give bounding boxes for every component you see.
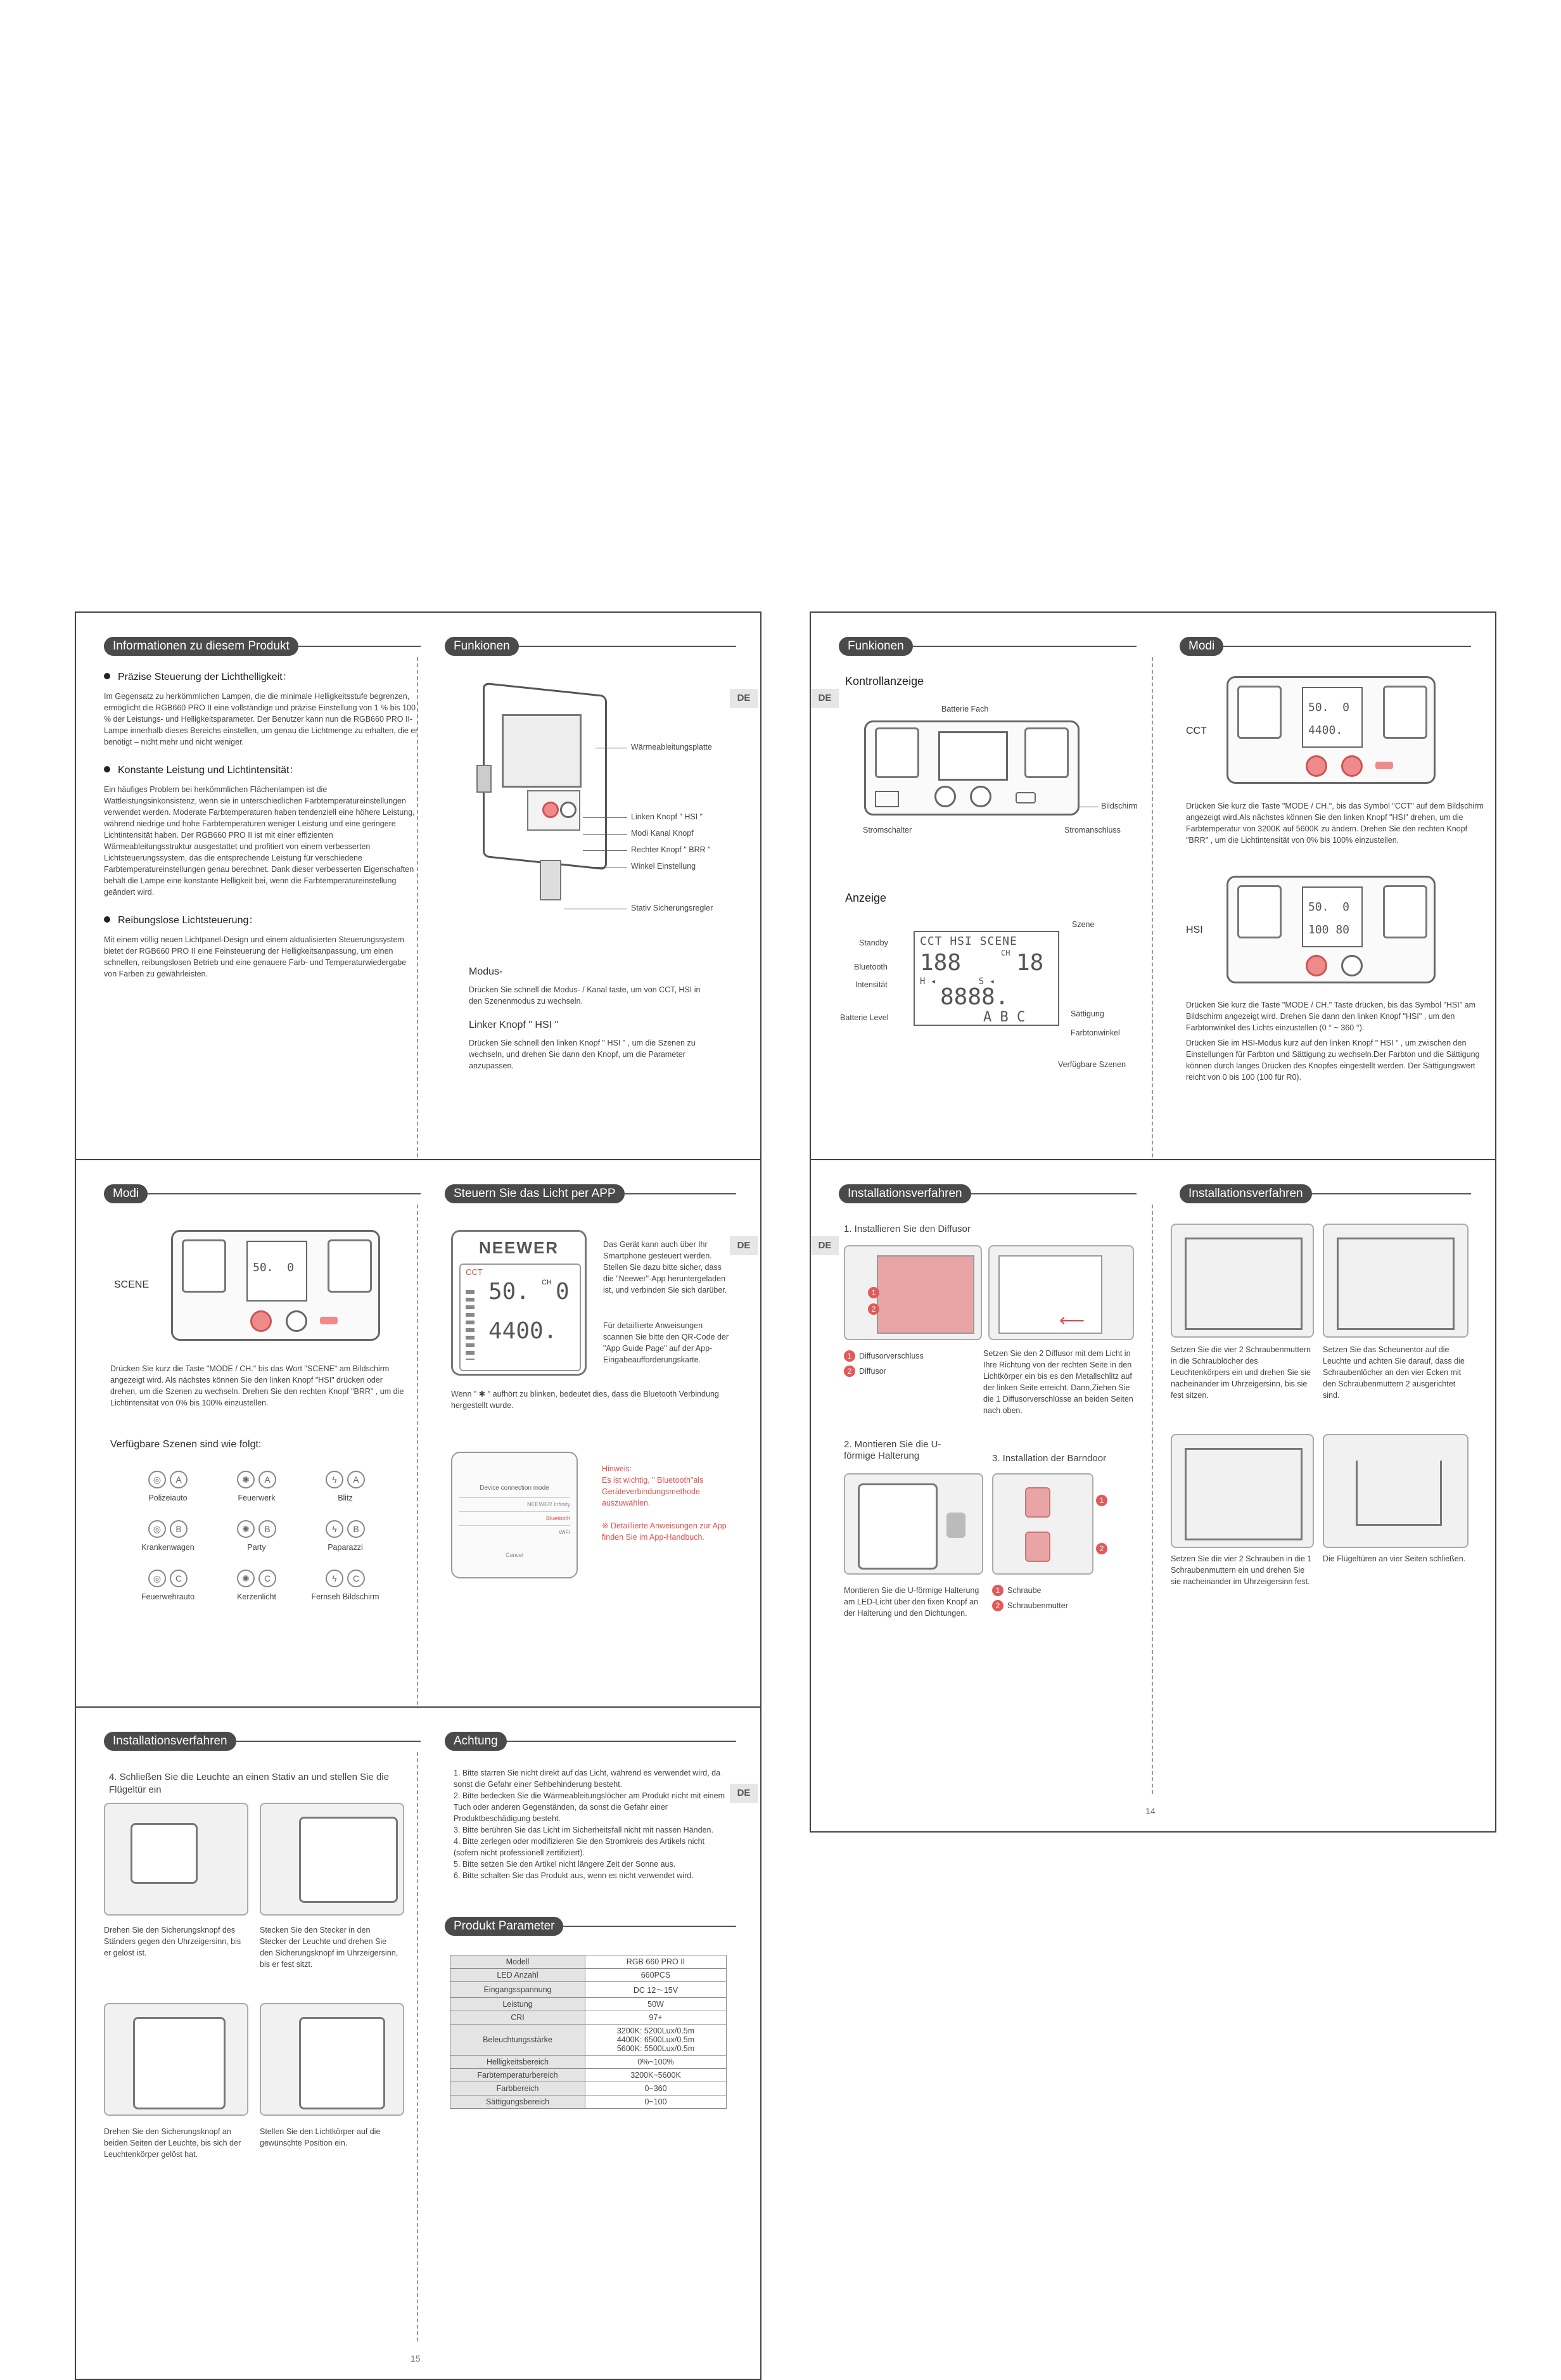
app-brand: NEEWER bbox=[478, 1238, 559, 1257]
param-key: Modell bbox=[450, 1955, 585, 1969]
app-text-1: Das Gerät kann auch über Ihr Smartphone gesteuert werden. Stellen Sie dazu bitte sicher, dass die "Neewer"-App heruntergeladen ist, und verbinden Sie sich darüber. bbox=[603, 1240, 727, 1295]
lcd-value: 100 80 bbox=[1308, 923, 1350, 937]
table-row bbox=[450, 2095, 727, 2109]
diffusor-illustration-2: ⟵ bbox=[988, 1245, 1134, 1340]
parameter-table bbox=[450, 1955, 727, 2109]
param-value: 0%~100% bbox=[585, 2056, 727, 2069]
warning-item: 4. Bitte zerlegen oder modifizieren Sie den Stromkreis des Artikels nicht (sofern nicht professionell zertifiziert). bbox=[454, 1837, 705, 1857]
section-header: Produkt Parameter bbox=[445, 1917, 563, 1936]
bullet-title: Konstante Leistung und Lichtintensität： bbox=[118, 765, 300, 776]
param-value: 50W bbox=[585, 1998, 727, 2011]
modus-text: Drücken Sie schnell die Modus- / Kanal taste, um von CCT, HSI in den Szenenmodus zu wechseln. bbox=[469, 985, 701, 1006]
scenes-title: Verfügbare Szenen sind wie folgt: bbox=[110, 1439, 262, 1450]
scene-item bbox=[222, 1520, 291, 1552]
diffusor-illustration-1: 1 2 bbox=[844, 1245, 982, 1340]
param-value: RGB 660 PRO II bbox=[585, 1955, 727, 1969]
step-text: Stecken Sie den Stecker in den Stecker der Leuchte und drehen Sie den Sicherungsknopf im Uhrzeigersinn, bis er fest sitzt. bbox=[260, 1926, 398, 1969]
lcd-value: 50. 0 bbox=[1308, 701, 1350, 714]
step-text: Setzen Sie die vier 2 Schrauben in die 1 Schraubenmuttern ein und drehen Sie sie nacheinander im Uhrzeigersinn fest. bbox=[1171, 1554, 1312, 1586]
step-text: Drehen Sie den Sicherungsknopf an beiden Seiten der Leuchte, bis sich der Leuchtenkörper gelöst hat. bbox=[104, 2127, 241, 2159]
table-row bbox=[450, 1969, 727, 1982]
cct-text: Drücken Sie kurz die Taste "MODE / CH.", bis das Symbol "CCT" auf dem Bildschirm angezeigt wird.Als nächstes können Sie den linken Knopf "HSI" drehen, um die Farbtemperatur von 3200K auf 5600K zu ändern. Drehen Sie den rechten Knopf "BRR" , um die Lichtintensität von 0% bis 100% einzustellen. bbox=[1186, 802, 1484, 845]
app-value-2: 4400. bbox=[488, 1318, 558, 1344]
callout: Stromschalter bbox=[863, 826, 912, 835]
lcd-value: 4400. bbox=[1308, 724, 1343, 737]
page-number: 14 bbox=[1145, 1806, 1156, 1816]
callout: Sättigung bbox=[1071, 1009, 1104, 1018]
param-value: 660PCS bbox=[585, 1969, 727, 1982]
language-tag: DE bbox=[811, 689, 839, 708]
language-tag: DE bbox=[811, 1236, 839, 1255]
scene-letter: A bbox=[258, 1471, 276, 1488]
scene-icon: ϟ bbox=[326, 1570, 343, 1587]
warning-item: 2. Bitte bedecken Sie die Wärmeableitungslöcher am Produkt nicht mit einem Tuch oder anderen Gegenständen, da sonst die Gefahr einer Produktbeschädigung besteht. bbox=[454, 1791, 725, 1823]
scene-name: Kerzenlicht bbox=[237, 1592, 276, 1601]
param-key: Eingangsspannung bbox=[450, 1982, 585, 1998]
scene-icon: ◎ bbox=[148, 1570, 166, 1587]
callout: Intensität bbox=[855, 980, 888, 989]
mode-label-scene: SCENE bbox=[114, 1279, 150, 1290]
app-mode: CCT bbox=[466, 1267, 483, 1277]
legend-item: 2 Diffusor bbox=[844, 1366, 886, 1377]
bullet-title: Reibungslose Lichtsteuerung： bbox=[118, 915, 259, 926]
phone-row[interactable]: Bluetooth bbox=[459, 1511, 570, 1525]
barndoor-step-3 bbox=[1171, 1434, 1314, 1548]
scene-icon: ϟ bbox=[326, 1520, 343, 1538]
scene-icon: ◎ bbox=[148, 1520, 166, 1538]
callout: Farbtonwinkel bbox=[1071, 1028, 1120, 1037]
section-header: Funkionen bbox=[445, 637, 519, 656]
page-14: Installationsverfahren DE 1. Installieren Sie den Diffusor 1 2 ⟵ 1 Diffusorverschluss 2 Diffusor Setzen Sie den 2 Diffusor mit dem Licht in Ihre Richtung von der rechten Seite in den Lichtkörper ein bis es den Metallschlitz auf der linken Seite erreicht. Dann,Ziehen Sie die 1 Diffusorverschlüsse an beiden Seiten nach oben. 2. Montieren Sie die U-förmige Halterung 3. Installation der Barndoor 1 2 Montieren Sie die U-förmige Halterung am LED-Licht über den fixen Knopf an der Halterung und den Dichtungen. 1 Schraube 2 Schraubenmutter Installationsverfahren Setzen Sie die vier 2 Schraubenmuttern in die Schraublöcher des Leuchtenkörpers ein und drehen Sie sie nacheinander im Uhrzeigersinn, bis sie fest sitzen. Setzen Sie das Scheunentor auf die Leuchte und achten Sie darauf, dass die Schraubenlöcher an den vier Ecken mit den Schraubenmuttern 2 ausgerichtet sind. Setzen Sie die vier 2 Schrauben in die 1 Schraubenmuttern ein und drehen Sie sie nacheinander im Uhrzeigersinn fest. Die Flügeltüren an vier Seiten schließen. 14 bbox=[810, 1159, 1496, 1833]
table-row bbox=[450, 1998, 727, 2011]
step-title: 3. Installation der Barndoor bbox=[992, 1453, 1107, 1464]
param-key: Farbbereich bbox=[450, 2082, 585, 2095]
scene-name: Blitz bbox=[338, 1494, 353, 1502]
phone-row[interactable]: WiFi bbox=[459, 1525, 570, 1539]
lcd-ch-label: CH bbox=[1001, 949, 1010, 957]
legend-text: Schraubenmutter bbox=[1007, 1601, 1068, 1610]
section-header: Funkionen bbox=[839, 637, 913, 656]
param-key: CRI bbox=[450, 2011, 585, 2025]
param-value: 3200K~5600K bbox=[585, 2069, 727, 2082]
param-value: 0~100 bbox=[585, 2095, 727, 2109]
lcd-intensity: 188 bbox=[920, 950, 962, 976]
phone-title: Device connection mode bbox=[480, 1485, 549, 1492]
scene-letter: A bbox=[170, 1471, 188, 1488]
param-value: 0~360 bbox=[585, 2082, 727, 2095]
section-header: Steuern Sie das Licht per APP bbox=[445, 1184, 625, 1203]
stand-illustration-4 bbox=[260, 2003, 404, 2116]
barndoor-step-2 bbox=[1323, 1224, 1469, 1338]
lcd-diagram bbox=[914, 931, 1059, 1026]
hint-title: Hinweis: bbox=[602, 1464, 632, 1473]
callout: Bluetooth bbox=[854, 963, 888, 971]
app-ch: CH bbox=[542, 1279, 552, 1286]
section-header: Installationsverfahren bbox=[1180, 1184, 1312, 1203]
table-row bbox=[450, 2069, 727, 2082]
scene-letter: B bbox=[347, 1520, 365, 1538]
page-15 bbox=[75, 1706, 761, 2380]
scene-name: Fernseh Bildschirm bbox=[311, 1592, 379, 1601]
callout: Stromanschluss bbox=[1064, 826, 1121, 835]
scene-item bbox=[310, 1520, 380, 1552]
app-text-2: Für detaillierte Anweisungen scannen Sie bitte den QR-Code der "App Guide Page" auf der App-Eingabeaufforderungskarte. bbox=[603, 1321, 729, 1364]
scene-letter: C bbox=[347, 1570, 365, 1587]
param-key: LED Anzahl bbox=[450, 1969, 585, 1982]
hsi-panel-illustration bbox=[1226, 876, 1436, 983]
callout: Bildschirm bbox=[1101, 802, 1138, 810]
modus-title: Modus- bbox=[469, 966, 503, 977]
phone-illustration bbox=[451, 1452, 578, 1578]
legend-text: Diffusorverschluss bbox=[859, 1352, 924, 1360]
section-header: Installationsverfahren bbox=[104, 1732, 236, 1751]
lcd-modes: CCT HSI SCENE bbox=[920, 935, 1017, 948]
param-key: Leistung bbox=[450, 1998, 585, 2011]
scene-icon: ✺ bbox=[237, 1520, 255, 1538]
lcd-value: 50. 0 bbox=[253, 1261, 295, 1274]
callout: Stativ Sicherungsregler bbox=[631, 904, 713, 912]
param-value: DC 12～15V bbox=[585, 1982, 727, 1998]
anzeige-title: Anzeige bbox=[845, 892, 887, 904]
bullet-title: Präzise Steuerung der Lichthelligkeit： bbox=[118, 672, 293, 682]
scene-name: Paparazzi bbox=[328, 1543, 363, 1552]
legend-item: 2 Schraubenmutter bbox=[992, 1600, 1068, 1611]
step-text: Setzen Sie den 2 Diffusor mit dem Licht in Ihre Richtung von der rechten Seite in den Lichtkörper ein bis es den Metallschlitz auf der linken Seite erreicht. Dann,Ziehen Sie die 1 Diffusorverschlüsse an beiden Seiten nach oben. bbox=[983, 1349, 1133, 1415]
table-row bbox=[450, 2082, 727, 2095]
scene-icon: ✺ bbox=[237, 1471, 255, 1488]
scene-letter: A bbox=[347, 1471, 365, 1488]
bluetooth-text: Wenn " ✱ " aufhört zu blinken, bedeutet dies, dass die Bluetooth Verbindung hergestellt wurde. bbox=[451, 1390, 719, 1410]
paragraph: Ein häufiges Problem bei herkömmlichen Flächenlampen ist die Wattleistungsinkonsistenz, wenn sie in unterschiedlichen Farbtemperatureinstellungen verwendet werden. Moderate Farbtemperaturen haben tendenziell eine höhere Leistung, während niedrige und hohe Farbtemperaturen weniger Leistung und eine geringere Lichtintensität haben. Der RGB660 PRO II ist mit einer effizienten Wärmeableitungsstruktur ausgestattet und profitiert von einem verbesserten Lichtsteuerungssystem, das die entsprechende Leistung für verschiedene Farbtemperatureinstellungen genau berechnet. Dank dieser verbesserten Eigenschaften behält die Lampe eine konstante Helligkeit bei, wenn die Farbtemperatureinstellung geändert wird. bbox=[104, 785, 415, 897]
step-text: Montieren Sie die U-förmige Halterung am LED-Licht über den fixen Knopf an der Halterung und den Dichtungen. bbox=[844, 1586, 979, 1618]
hint-link: ※ Detaillierte Anweisungen zur App finden Sie im App-Handbuch. bbox=[602, 1521, 727, 1542]
table-row bbox=[450, 1982, 727, 1998]
phone-cancel[interactable]: Cancel bbox=[505, 1552, 523, 1558]
callout: Szene bbox=[1072, 920, 1095, 929]
page-number: 15 bbox=[411, 2353, 421, 2364]
control-panel-illustration bbox=[864, 720, 1080, 816]
lcd-big: 8888. bbox=[940, 984, 1009, 1010]
param-key: Beleuchtungsstärke bbox=[450, 2025, 585, 2056]
paragraph: Im Gegensatz zu herkömmlichen Lampen, die die minimale Helligkeitsstufe begrenzen, ermöglicht die RGB660 PRO II eine vollständige und präzise Einstellung von 1 % bis 100 % der Leistungs- und Helligkeitsparameter. Der Benutzer kann nun die RGB660 PRO II-Lampe innerhalb dieses Bereichs einstellen, um genau die Lichtmenge zu erhalten, die er benötigt – nicht mehr und nicht weniger. bbox=[104, 692, 418, 746]
mode-label-cct: CCT bbox=[1186, 726, 1207, 736]
legend-text: Diffusor bbox=[859, 1367, 886, 1376]
knopf-text: Drücken Sie schnell den linken Knopf " HSI " , um die Szenen zu wechseln, und drehen Sie dann den Knopf, um die Parameter anzupassen. bbox=[469, 1039, 696, 1070]
warning-item: 1. Bitte starren Sie nicht direkt auf das Licht, während es verwendet wird, da sonst die Gefahr einer Sehbehinderung besteht. bbox=[454, 1769, 721, 1789]
step-text: Setzen Sie die vier 2 Schraubenmuttern in die Schraublöcher des Leuchtenkörpers ein und drehen Sie sie nacheinander im Uhrzeigersinn, bis sie fest sitzen. bbox=[1171, 1345, 1311, 1400]
step-title: 4. Schließen Sie die Leuchte an einen Stativ an und stellen Sie die Flügeltür ein bbox=[109, 1772, 389, 1795]
scene-letter: B bbox=[258, 1520, 276, 1538]
callout: Wärmeableitungsplatte bbox=[631, 743, 712, 752]
app-value-1b: 0 bbox=[556, 1279, 570, 1305]
stand-illustration-2 bbox=[260, 1803, 404, 1916]
stand-illustration-3 bbox=[104, 2003, 248, 2116]
language-tag: DE bbox=[730, 1784, 758, 1803]
bullet-icon bbox=[104, 673, 110, 679]
step-text: Setzen Sie das Scheunentor auf die Leuchte und achten Sie darauf, dass die Schraubenlöcher an den vier Ecken mit den Schraubenmuttern 2 ausgerichtet sind. bbox=[1323, 1345, 1465, 1400]
scene-item bbox=[222, 1471, 291, 1502]
mode-label-hsi: HSI bbox=[1186, 924, 1203, 935]
scene-text: Drücken Sie kurz die Taste "MODE / CH." bis das Wort "SCENE" am Bildschirm angezeigt wird. Als nächstes können Sie den linken Knopf "HSI" drücken oder drehen, um die Szenen zu wechseln. Drehen Sie den rechten Knopf "BRR" , um die Lichtintensität von 0% bis 100% einzustellen. bbox=[110, 1364, 404, 1407]
paragraph: Mit einem völlig neuen Lichtpanel-Design und einem aktualisierten Steuerungssystem bietet der RGB660 PRO II eine Feinsteuerung der Helligkeitsanpassung, um einen schnellen, reibungslosen Betrieb und eine genauere Farb- und Temperaturwiedergabe von Farben zu gewährleisten. bbox=[104, 935, 407, 978]
stand-illustration-1 bbox=[104, 1803, 248, 1916]
app-value-1: 50. bbox=[488, 1279, 530, 1305]
knopf-title: Linker Knopf " HSI " bbox=[469, 1020, 559, 1030]
callout: Modi Kanal Knopf bbox=[631, 829, 694, 838]
callout: Linken Knopf " HSI " bbox=[631, 812, 703, 821]
callout: Batterie Fach bbox=[941, 705, 989, 713]
hsi-text-2: Drücken Sie im HSI-Modus kurz auf den linken Knopf " HSI " , um zwischen den Einstellungen für Farbton und Sättigung zu wechseln.Der Farbton und die Sättigung können durch langes Drücken des Knopfes eingestellt werden. Der Sättigungswert reicht von 0 bis 100 (100 für R0). bbox=[1186, 1039, 1480, 1082]
scene-item bbox=[222, 1570, 291, 1601]
callout: Winkel Einstellung bbox=[631, 862, 696, 871]
callout: Batterie Level bbox=[840, 1013, 889, 1022]
step-text: Stellen Sie den Lichtkörper auf die gewünschte Position ein. bbox=[260, 2127, 381, 2147]
callout: Verfügbare Szenen bbox=[1058, 1060, 1126, 1069]
cct-panel-illustration bbox=[1226, 676, 1436, 784]
param-key: Sättigungsbereich bbox=[450, 2095, 585, 2109]
step-text: Die Flügeltüren an vier Seiten schließen. bbox=[1323, 1554, 1466, 1563]
param-value: 97+ bbox=[585, 2011, 727, 2025]
hint-text: Es ist wichtig, " Bluetooth"als Geräteverbindungsmethode auszuwählen. bbox=[602, 1476, 704, 1507]
bracket-illustration bbox=[844, 1473, 983, 1575]
scene-item bbox=[133, 1520, 203, 1552]
scene-item bbox=[133, 1570, 203, 1601]
table-row bbox=[450, 1955, 727, 1969]
param-key: Helligkeitsbereich bbox=[450, 2056, 585, 2069]
scene-icon: ϟ bbox=[326, 1471, 343, 1488]
param-value: 3200K: 5200Lux/0.5m 4400K: 6500Lux/0.5m 5600K: 5500Lux/0.5m bbox=[585, 2025, 727, 2056]
phone-row[interactable]: NEEWER Infinity bbox=[459, 1497, 570, 1511]
scene-icon: ◎ bbox=[148, 1471, 166, 1488]
scene-panel-illustration bbox=[171, 1230, 380, 1341]
legend-item: 1 Diffusorverschluss bbox=[844, 1350, 924, 1362]
scene-item bbox=[310, 1471, 380, 1502]
legend-item: 1 Schraube bbox=[992, 1585, 1042, 1596]
kontroll-title: Kontrollanzeige bbox=[845, 675, 924, 688]
section-header: Achtung bbox=[445, 1732, 507, 1751]
barndoor-step-4 bbox=[1323, 1434, 1469, 1548]
scene-letter: C bbox=[258, 1570, 276, 1587]
table-row bbox=[450, 2056, 727, 2069]
bullet-icon bbox=[104, 916, 110, 923]
scene-name: Feuerwehrauto bbox=[141, 1592, 195, 1601]
barndoor-step-1 bbox=[1171, 1224, 1314, 1338]
step-text: Drehen Sie den Sicherungsknopf des Ständers gegen den Uhrzeigersinn, bis er gelöst ist. bbox=[104, 1926, 241, 1957]
scene-name: Polizeiauto bbox=[148, 1494, 188, 1502]
lcd-channel: 18 bbox=[1016, 950, 1044, 976]
table-row bbox=[450, 2025, 727, 2056]
scene-icon: ✺ bbox=[237, 1570, 255, 1587]
section-header: Modi bbox=[104, 1184, 148, 1203]
scene-item bbox=[310, 1570, 380, 1601]
language-tag: DE bbox=[730, 1236, 758, 1255]
language-tag: DE bbox=[730, 689, 758, 708]
bullet-icon bbox=[104, 766, 110, 772]
legend-text: Schraube bbox=[1007, 1586, 1042, 1595]
scene-name: Feuerwerk bbox=[238, 1494, 276, 1502]
scene-item bbox=[133, 1471, 203, 1502]
lcd-scenes: A B C bbox=[983, 1009, 1026, 1025]
screw-illustration bbox=[992, 1473, 1093, 1575]
scene-name: Party bbox=[247, 1543, 266, 1552]
section-header: Installationsverfahren bbox=[839, 1184, 971, 1203]
callout: Standby bbox=[859, 938, 888, 947]
scene-letter: B bbox=[170, 1520, 188, 1538]
warning-item: 5. Bitte setzen Sie den Artikel nicht längere Zeit der Sonne aus. bbox=[454, 1860, 676, 1869]
hsi-text-1: Drücken Sie kurz die Taste "MODE / CH." Taste drücken, bis das Symbol "HSI" am Bildschirm angezeigt wird. Drehen Sie dann den linken Knopf "HSI" , um den Farbtonwinkel des Lichts einzustellen (0 ° ~ 360 °). bbox=[1186, 1001, 1476, 1032]
step-title: 2. Montieren Sie die U-förmige Halterung bbox=[844, 1439, 941, 1461]
callout: Rechter Knopf " BRR " bbox=[631, 845, 711, 854]
scene-name: Krankenwagen bbox=[141, 1543, 194, 1552]
section-header: Informationen zu diesem Produkt bbox=[104, 637, 298, 656]
table-row bbox=[450, 2011, 727, 2025]
scene-letter: C bbox=[170, 1570, 188, 1587]
warning-item: 3. Bitte berühren Sie das Licht im Sicherheitsfall nicht mit nassen Händen. bbox=[454, 1826, 713, 1834]
warning-item: 6. Bitte schalten Sie das Produkt aus, wenn es nicht verwendet wird. bbox=[454, 1871, 694, 1880]
step-title: 1. Installieren Sie den Diffusor bbox=[844, 1224, 971, 1234]
lcd-hs: H ◂ S ◂ bbox=[920, 976, 995, 987]
app-screen-illustration bbox=[451, 1230, 587, 1376]
warnings-list bbox=[454, 1767, 726, 1881]
param-key: Farbtemperaturbereich bbox=[450, 2069, 585, 2082]
section-header: Modi bbox=[1180, 637, 1223, 656]
lcd-value: 50. 0 bbox=[1308, 900, 1350, 914]
